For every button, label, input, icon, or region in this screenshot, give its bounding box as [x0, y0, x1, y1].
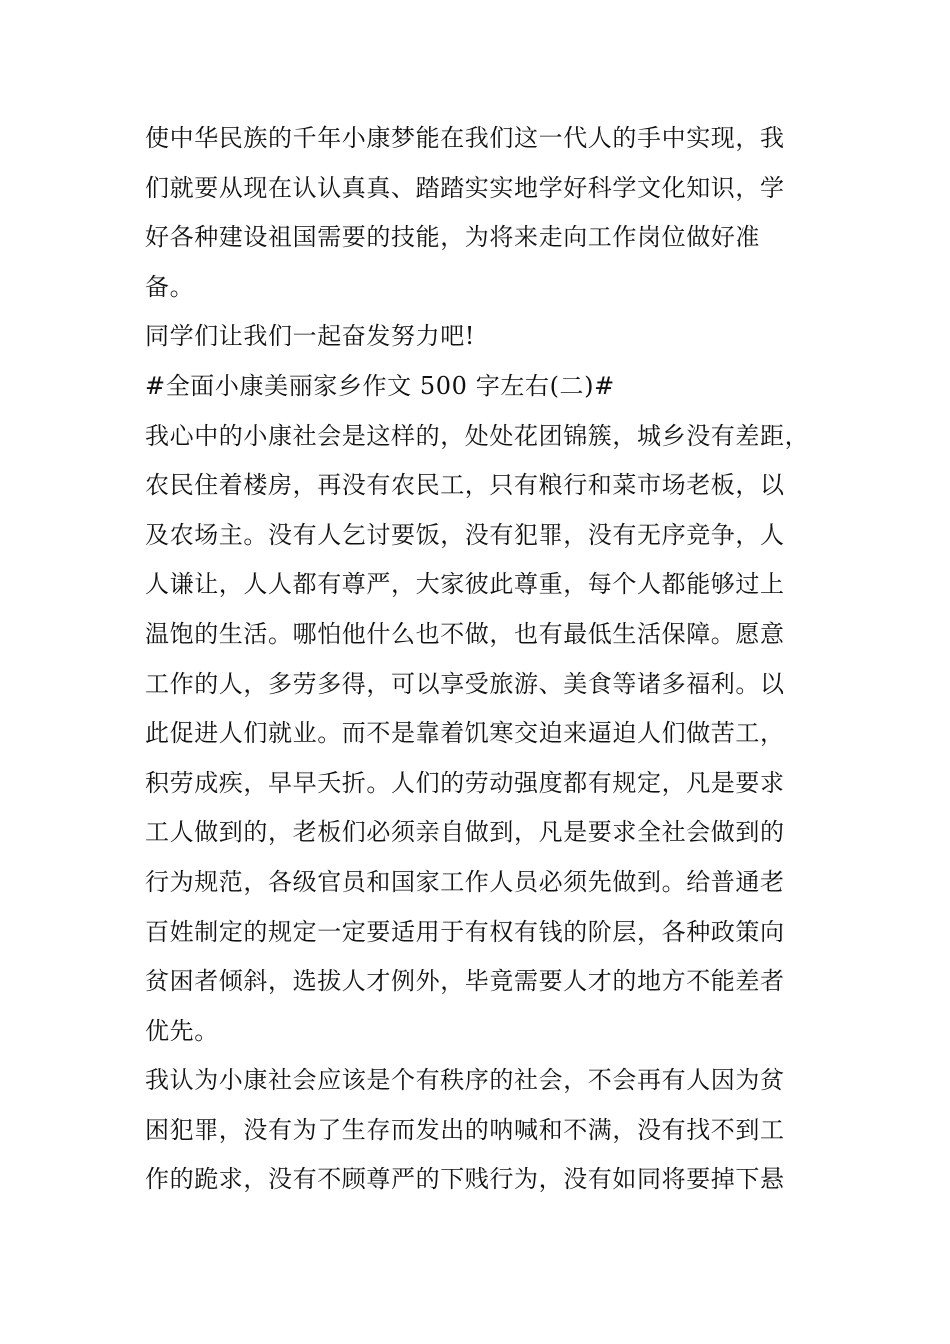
text-line-14: 积劳成疾，早早夭折。人们的劳动强度都有规定，凡是要求	[145, 768, 785, 797]
text-line-18: 贫困者倾斜，选拔人才例外，毕竟需要人才的地方不能差者	[145, 967, 785, 996]
text-line-13: 此促进人们就业。而不是靠着饥寒交迫来逼迫人们做苦工，	[145, 719, 785, 748]
document-body	[145, 114, 810, 1205]
text-line-7: 我心中的小康社会是这样的，处处花团锦簇，城乡没有差距，	[145, 421, 810, 450]
text-line-20: 我认为小康社会应该是个有秩序的社会，不会再有人因为贫	[145, 1066, 785, 1095]
text-line-3: 好各种建设祖国需要的技能，为将来走向工作岗位做好准	[145, 223, 760, 252]
text-line-9: 及农场主。没有人乞讨要饭，没有犯罪，没有无序竞争，人	[145, 520, 785, 549]
text-line-16: 行为规范，各级官员和国家工作人员必须先做到。给普通老	[145, 867, 785, 896]
text-line-17: 百姓制定的规定一定要适用于有权有钱的阶层，各种政策向	[145, 917, 785, 946]
text-line-8: 农民住着楼房，再没有农民工，只有粮行和菜市场老板，以	[145, 471, 785, 500]
text-line-11: 温饱的生活。哪怕他什么也不做，也有最低生活保障。愿意	[145, 619, 785, 648]
text-line-4: 备。	[145, 272, 195, 301]
text-line-19: 优先。	[145, 1016, 219, 1045]
text-line-1: 使中华民族的千年小康梦能在我们这一代人的手中实现，我	[145, 124, 785, 152]
text-line-15: 工人做到的，老板们必须亲自做到，凡是要求全社会做到的	[145, 818, 785, 847]
text-line-22: 作的跪求，没有不顾尊严的下贱行为，没有如同将要掉下悬	[145, 1165, 785, 1194]
text-line-5: 同学们让我们一起奋发努力吧!	[145, 322, 476, 351]
text-line-2: 们就要从现在认认真真、踏踏实实地学好科学文化知识，学	[145, 173, 785, 202]
text-line-21: 困犯罪，没有为了生存而发出的呐喊和不满，没有找不到工	[145, 1115, 785, 1144]
text-line-10: 人谦让，人人都有尊严，大家彼此尊重，每个人都能够过上	[145, 570, 785, 599]
text-line-12: 工作的人，多劳多得，可以享受旅游、美食等诸多福利。以	[145, 669, 785, 698]
section-heading: #全面小康美丽家乡作文 500 字左右(二)#	[145, 371, 615, 400]
